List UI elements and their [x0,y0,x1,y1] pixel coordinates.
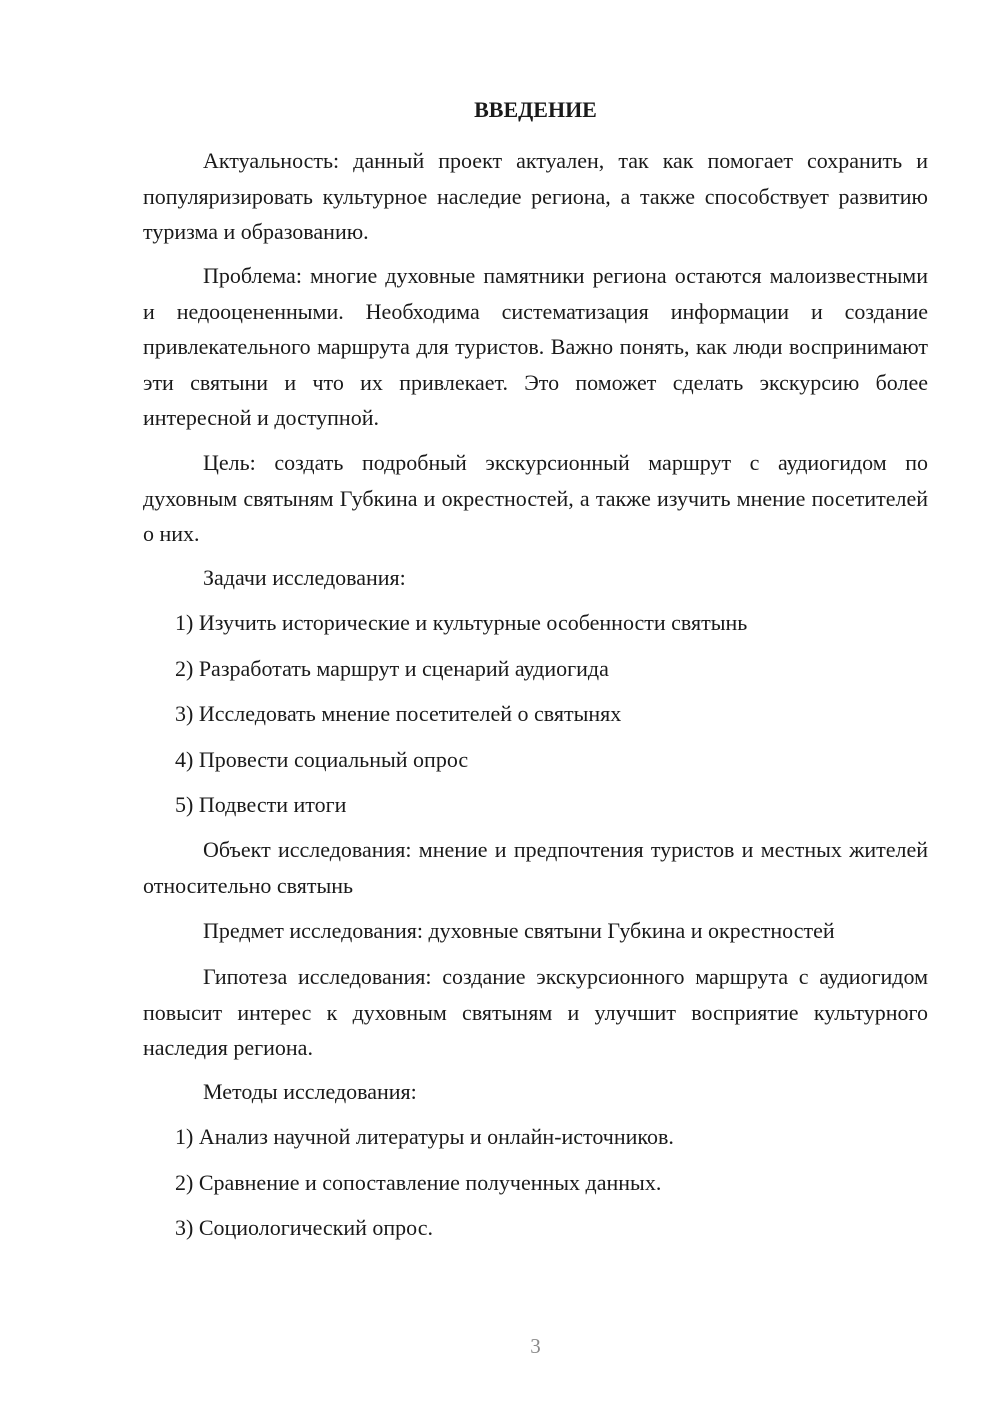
goal-paragraph: Цель: создать подробный экскурсионный маршрут с аудиогидом по духовным святыням Губкина и окрестностей, а также изучить мнение посетителей о них. [143,450,928,546]
page-number: 3 [530,1334,541,1358]
task-item: 5) Подвести итоги [175,792,347,817]
tasks-heading: Задачи исследования: [203,565,406,590]
hypothesis-paragraph: Гипотеза исследования: создание экскурсионного маршрута с аудиогидом повысит интерес к духовным святыням и улучшит восприятие культурного наследия региона. [143,964,928,1060]
task-item: 1) Изучить исторические и культурные особенности святынь [175,610,748,635]
object-paragraph: Объект исследования: мнение и предпочтения туристов и местных жителей относительно святынь [143,837,928,898]
methods-heading: Методы исследования: [203,1079,417,1104]
subject-paragraph: Предмет исследования: духовные святыни Губкина и окрестностей [203,918,835,943]
document-page [143,0,928,1414]
actuality-paragraph: Актуальность: данный проект актуален, так как помогает сохранить и популяризировать культурное наследие региона, а также способствует развитию туризма и образованию. [143,148,928,244]
problem-paragraph: Проблема: многие духовные памятники региона остаются малоизвестными и недооцененными. Необходима систематизация информации и создание привлекательного маршрута для туристов. Важно понять, как люди воспринимают эти святыни и что их привлекает. Это поможет сделать экскурсию более интересной и доступной. [143,263,928,430]
method-item: 1) Анализ научной литературы и онлайн-источников. [175,1124,674,1149]
task-item: 3) Исследовать мнение посетителей о святынях [175,701,622,726]
method-item: 2) Сравнение и сопоставление полученных данных. [175,1170,662,1195]
task-item: 4) Провести социальный опрос [175,747,469,772]
section-title: ВВЕДЕНИЕ [474,97,597,122]
method-item: 3) Социологический опрос. [175,1215,433,1240]
task-item: 2) Разработать маршрут и сценарий аудиогида [175,656,609,681]
